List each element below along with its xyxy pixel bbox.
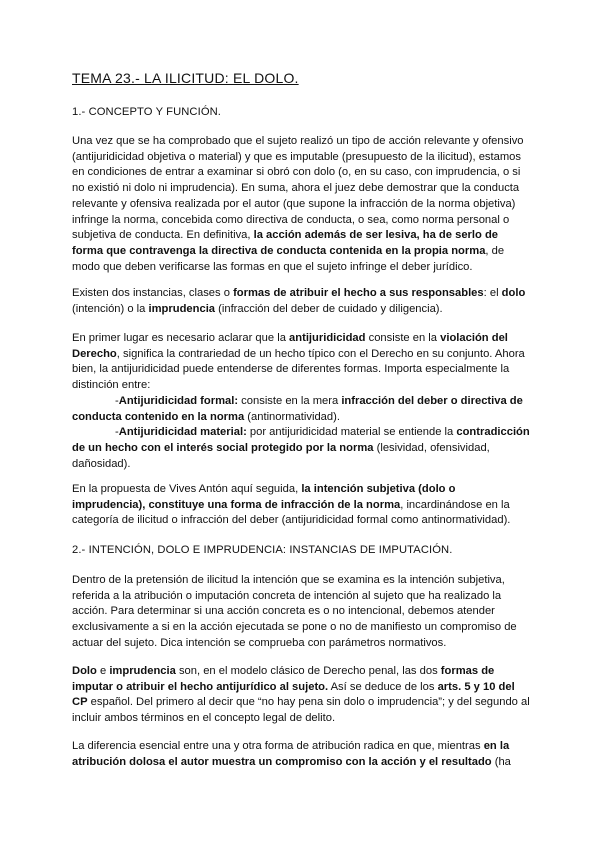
- bold-text: imputar o atribuir el hecho antijurídico al sujeto.: [72, 680, 329, 693]
- p3_items-line: [72, 394, 534, 410]
- text: (lesividad, ofensividad,: [373, 442, 490, 455]
- p1-line: [72, 244, 534, 260]
- bold-text: imprudencia), constituye una forma de infracción de la norma: [72, 498, 401, 511]
- bold-text: imprudencia: [148, 302, 216, 315]
- bold-text: Antijuridicidad material:: [118, 426, 247, 439]
- text: exclusivamente a si en la acción ejecutada se pone o no de manifiesto un compromiso de: [72, 621, 517, 634]
- p6-line: [72, 695, 534, 711]
- paragraph-7: [72, 739, 534, 770]
- p6-line: [72, 711, 534, 727]
- bold-text: la intención subjetiva (dolo o: [301, 483, 456, 495]
- p3-line: [72, 347, 534, 363]
- bold-text: Antijuridicidad formal:: [118, 395, 239, 407]
- text: relevante y ofensiva realizada por el autor (que supone la infracción de la norma objetiva): [72, 197, 516, 210]
- bold-text: forma que contravenga la directiva de conducta contenida en la propia norma: [72, 244, 486, 257]
- p7-line: [72, 739, 534, 755]
- text: : el: [483, 287, 502, 299]
- p1-line: [72, 181, 534, 197]
- text: incluir ambos términos en el concepto legal de delito.: [72, 712, 336, 725]
- text: bien, la antijuridicidad puede entenderse de diferentes formas. Importa especialmente la: [72, 363, 510, 376]
- text: infringe la norma, concebida como directiva de conducta, o sea, como norma personal o: [72, 213, 510, 226]
- text: , de: [485, 244, 505, 257]
- p1-line: [72, 150, 534, 166]
- paragraph-4: [72, 482, 534, 529]
- paragraph-5: [72, 573, 534, 652]
- bold-text: dolo: [501, 287, 526, 299]
- p3_items-line: [72, 425, 534, 441]
- text: dañosidad).: [72, 457, 131, 470]
- text: -: [115, 426, 119, 439]
- paragraph-3-items: [72, 394, 534, 473]
- text: (intención) o la: [72, 302, 149, 315]
- p5-line: [72, 573, 534, 589]
- p1-line: [72, 165, 534, 181]
- p2-line: [72, 286, 534, 302]
- bold-text: imprudencia: [109, 665, 176, 677]
- text: actuar del sujeto. Dica intención se comprueba con parámetros normativos.: [72, 636, 447, 649]
- p1-line: [72, 134, 534, 150]
- p6-line: [72, 664, 534, 680]
- text: , significa la contrariedad de un hecho típico con el Derecho en su conjunto. Ahora: [116, 347, 525, 360]
- p3_items-line: [72, 441, 534, 457]
- text: subjetiva de conducta. En definitiva,: [72, 229, 254, 242]
- text: en condiciones de entrar a examinar si obró con dolo (o, en su caso, con imprudencia, o si: [72, 166, 521, 179]
- text: español. Del primero al decir que “no hay pena sin dolo o imprudencia”; y del segundo al: [87, 696, 530, 709]
- bold-text: conducta contenido en la norma: [72, 410, 245, 423]
- p4-line: [72, 482, 534, 498]
- text: Así se deduce de los: [328, 680, 438, 693]
- p4-line: [72, 513, 534, 529]
- bold-text: formas de atribuir el hecho a sus responsables: [233, 287, 484, 299]
- p4-line: [72, 498, 534, 514]
- bold-text: de un hecho con el interés social protegido por la norma: [72, 442, 374, 455]
- bold-text: atribución dolosa el autor muestra un compromiso con la acción y el resultado: [72, 755, 492, 768]
- p1-line: [72, 260, 534, 276]
- p6-line: [72, 680, 534, 696]
- p5-line: [72, 636, 534, 652]
- bold-text: contradicción: [456, 426, 530, 439]
- text: referida a la atribución o imputación concreta de intención al sujeto que ha realizado la: [72, 589, 502, 602]
- text: Una vez que se ha comprobado que el sujeto realizó un tipo de acción relevante y ofensivo: [72, 135, 524, 147]
- p1-line: [72, 213, 534, 229]
- text: La diferencia esencial entre una y otra forma de atribución radica en que, mientras: [72, 740, 484, 752]
- p3-line: [72, 378, 534, 394]
- text: En primer lugar es necesario aclarar que la: [72, 332, 290, 344]
- p3_items-line: [72, 410, 534, 426]
- bold-text: la acción además de ser lesiva, ha de serlo de: [253, 229, 498, 242]
- bold-text: infracción del deber o directiva de: [341, 395, 523, 407]
- p3_items-line: [72, 457, 534, 473]
- bold-text: CP: [72, 696, 88, 709]
- section-heading-2: 2.- INTENCIÓN, DOLO E IMPRUDENCIA: INSTANCIAS DE IMPUTACIÓN.: [72, 544, 453, 556]
- text: consiste en la mera: [238, 395, 342, 407]
- bold-text: Derecho: [72, 347, 117, 360]
- page-title: TEMA 23.- LA ILICITUD: EL DOLO.: [72, 70, 299, 86]
- p5-line: [72, 620, 534, 636]
- text: -: [115, 395, 119, 407]
- text: Existen dos instancias, clases o: [72, 287, 234, 299]
- text: acción. Para determinar si una acción concreta es o no intencional, debemos atender: [72, 605, 495, 618]
- text: son, en el modelo clásico de Derecho penal, las dos: [175, 665, 441, 677]
- p5-line: [72, 604, 534, 620]
- bold-text: formas de: [440, 665, 495, 677]
- text: modo que deben verificarse las formas en que el sujeto infringe el deber jurídico.: [72, 260, 473, 273]
- text: (antinormatividad).: [244, 410, 340, 423]
- bold-text: antijuridicidad: [289, 332, 366, 344]
- text: categoría de ilicitud o infracción del deber (antijuridicidad formal como antinormatividad).: [72, 514, 511, 527]
- bold-text: en la: [483, 740, 510, 752]
- text: no existió ni dolo ni imprudencia). En suma, ahora el juez debe demostrar que la conducta: [72, 182, 520, 195]
- p7-line: [72, 755, 534, 771]
- paragraph-1: [72, 134, 534, 275]
- text: En la propuesta de Vives Antón aquí seguida,: [72, 483, 302, 495]
- text: consiste en la: [365, 332, 441, 344]
- text: (antijuridicidad objetiva o material) y que es imputable (presupuesto de la ilicitud), estamos: [72, 150, 521, 163]
- bold-text: arts. 5 y 10 del: [437, 680, 515, 693]
- p1-line: [72, 197, 534, 213]
- paragraph-6: [72, 664, 534, 727]
- text: , incardinándose en la: [400, 498, 510, 511]
- text: por antijuridicidad material se entiende la: [246, 426, 457, 439]
- text: distinción entre:: [72, 379, 151, 392]
- text: (infracción del deber de cuidado y diligencia).: [215, 302, 443, 315]
- text: Dentro de la pretensión de ilicitud la intención que se examina es la intención subjetiva,: [72, 574, 505, 586]
- text: e: [96, 665, 110, 677]
- p3-line: [72, 362, 534, 378]
- paragraph-2: [72, 286, 534, 317]
- bold-text: violación del: [440, 332, 508, 344]
- p1-line: [72, 228, 534, 244]
- p2-line: [72, 302, 534, 318]
- bold-text: Dolo: [72, 665, 97, 677]
- paragraph-3: [72, 331, 534, 394]
- text: (ha: [491, 755, 511, 768]
- p5-line: [72, 589, 534, 605]
- p3-line: [72, 331, 534, 347]
- section-heading-1: 1.- CONCEPTO Y FUNCIÓN.: [72, 106, 222, 118]
